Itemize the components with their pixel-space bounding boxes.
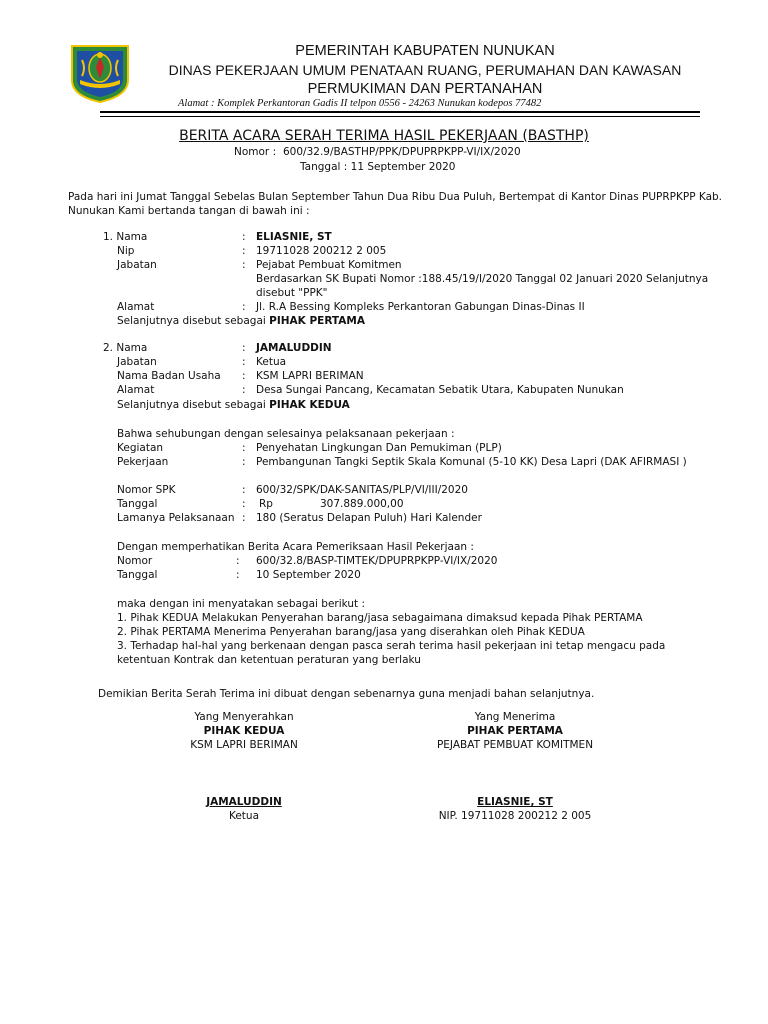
party2-jabatan-label: Jabatan — [117, 356, 157, 368]
header-address: Alamat : Komplek Perkantoran Gadis II telpon 0556 - 24263 Nunukan kodepos 77482 — [178, 98, 542, 109]
party1-designation-text: Selanjutnya disebut sebagai — [117, 315, 266, 327]
colon: : — [242, 259, 246, 271]
periksa-nomor-label: Nomor — [117, 555, 153, 567]
party1-jabatan: Pejabat Pembuat Komitmen — [256, 259, 402, 271]
work-spk: 600/32/SPK/DAK-SANITAS/PLP/VI/III/2020 — [256, 484, 468, 496]
work-kegiatan-label: Kegiatan — [117, 442, 164, 454]
colon: : — [242, 342, 246, 354]
party1-jabatan-note: Berdasarkan SK Bupati Nomor :188.45/19/I/2020 Tanggal 02 Januari 2020 Selanjutnya — [256, 273, 709, 285]
sig-right-nip: NIP. 19711028 200212 2 005 — [438, 810, 592, 822]
work-kegiatan: Penyehatan Lingkungan Dan Pemukiman (PLP) — [256, 442, 502, 454]
work-pekerjaan: Pembangunan Tangki Septik Skala Komunal (5-10 KK) Desa Lapri (DAK AFIRMASI ) — [256, 456, 687, 468]
party2-alamat: Desa Sungai Pancang, Kecamatan Sebatik Utara, Kabupaten Nunukan — [256, 384, 624, 396]
colon: : — [242, 356, 246, 368]
statement-item: 3. Terhadap hal-hal yang berkenaan dengan pasca serah terima hasil pekerjaan ini tetap mengacu pada — [117, 640, 666, 652]
periksa-tanggal: 10 September 2020 — [256, 569, 361, 581]
colon: : — [242, 456, 246, 468]
periksa-tanggal-label: Tanggal — [117, 569, 158, 581]
colon: : — [242, 370, 246, 382]
party2-badan-label: Nama Badan Usaha — [117, 370, 221, 382]
party2-designation-pihak: PIHAK KEDUA — [269, 399, 350, 411]
sig-left-role: Yang Menyerahkan — [194, 711, 294, 723]
colon: : — [236, 555, 240, 567]
sig-right-name: ELIASNIE, ST — [477, 796, 553, 808]
sig-left-pihak: PIHAK KEDUA — [203, 725, 285, 737]
sig-right-role: Yang Menerima — [474, 711, 556, 723]
colon: : — [242, 484, 246, 496]
periksa-intro: Dengan memperhatikan Berita Acara Pemeriksaan Hasil Pekerjaan : — [117, 541, 474, 553]
sig-right-pihak: PIHAK PERTAMA — [467, 725, 563, 737]
colon: : — [242, 512, 246, 524]
work-intro: Bahwa sehubungan dengan selesainya pelaksanaan pekerjaan : — [117, 428, 455, 440]
party1-designation — [117, 315, 365, 327]
party2-alamat-label: Alamat — [117, 384, 155, 396]
colon: : — [242, 384, 246, 396]
intro-line-2: Nunukan Kami bertanda tangan di bawah ini : — [68, 205, 310, 217]
party2-designation-text: Selanjutnya disebut sebagai — [117, 399, 266, 411]
party1-nama-label: 1. Nama — [103, 231, 148, 243]
header-rule-thick — [100, 111, 700, 113]
document-title: BERITA ACARA SERAH TERIMA HASIL PEKERJAAN (BASTHP) — [179, 128, 589, 144]
statement-item: 1. Pihak KEDUA Melakukan Penyerahan barang/jasa sebagaimana dimaksud kepada Pihak PERTAMA — [117, 612, 643, 624]
header-government: PEMERINTAH KABUPATEN NUNUKAN — [295, 43, 555, 59]
sig-right-org: PEJABAT PEMBUAT KOMITMEN — [436, 739, 594, 751]
work-rp: Rp — [259, 498, 273, 510]
party2-nama: JAMALUDDIN — [256, 342, 332, 354]
header-department-cont: PERMUKIMAN DAN PERTANAHAN — [307, 81, 543, 97]
header-rule-thin — [100, 116, 700, 117]
colon: : — [242, 245, 246, 257]
party1-nama: ELIASNIE, ST — [256, 231, 332, 243]
colon: : — [242, 442, 246, 454]
party2-badan: KSM LAPRI BERIMAN — [256, 370, 364, 382]
party1-nip: 19711028 200212 2 005 — [256, 245, 387, 257]
party1-jabatan-label: Jabatan — [117, 259, 157, 271]
document-date: Tanggal : 11 September 2020 — [300, 161, 456, 173]
work-tanggal-label: Tanggal — [117, 498, 158, 510]
intro-line-1: Pada hari ini Jumat Tanggal Sebelas Bulan September Tahun Dua Ribu Dua Puluh, Bertempat di Kantor Dinas PUPRPKPP Kab. — [68, 191, 723, 203]
colon: : — [236, 569, 240, 581]
closing-statement: Demikian Berita Serah Terima ini dibuat dengan sebenarnya guna menjadi bahan selanjutnya. — [98, 688, 595, 700]
statements-intro: maka dengan ini menyatakan sebagai berikut : — [117, 598, 366, 610]
colon: : — [242, 231, 246, 243]
statement-item-cont: ketentuan Kontrak dan ketentuan peraturan yang berlaku — [117, 654, 421, 666]
nomor-label: Nomor : — [234, 146, 277, 158]
party2-nama-label: 2. Nama — [103, 342, 148, 354]
party1-designation-pihak: PIHAK PERTAMA — [269, 315, 365, 327]
colon: : — [242, 498, 246, 510]
party1-alamat: Jl. R.A Bessing Kompleks Perkantoran Gabungan Dinas-Dinas II — [256, 301, 585, 313]
statement-item: 2. Pihak PERTAMA Menerima Penyerahan barang/jasa yang diserahkan oleh Pihak KEDUA — [117, 626, 585, 638]
nomor-value: 600/32.9/BASTHP/PPK/DPUPRPKPP-VI/IX/2020 — [283, 146, 521, 158]
work-lama: 180 (Seratus Delapan Puluh) Hari Kalender — [256, 512, 482, 524]
party1-alamat-label: Alamat — [117, 301, 155, 313]
header-department: DINAS PEKERJAAN UMUM PENATAAN RUANG, PERUMAHAN DAN KAWASAN — [168, 62, 682, 78]
colon: : — [242, 301, 246, 313]
work-spk-label: Nomor SPK — [117, 484, 176, 496]
sig-left-title: Ketua — [228, 810, 260, 822]
party2-designation — [117, 399, 350, 411]
periksa-nomor: 600/32.8/BASP-TIMTEK/DPUPRPKPP-VI/IX/2020 — [256, 555, 498, 567]
party1-jabatan-note-cont: disebut "PPK" — [256, 287, 328, 299]
party2-jabatan: Ketua — [256, 356, 287, 368]
work-pekerjaan-label: Pekerjaan — [117, 456, 169, 468]
work-lama-label: Lamanya Pelaksanaan — [117, 512, 235, 524]
party1-nip-label: Nip — [117, 245, 135, 257]
sig-left-name: JAMALUDDIN — [206, 796, 282, 808]
work-nilai: 307.889.000,00 — [320, 498, 404, 510]
sig-left-org: KSM LAPRI BERIMAN — [190, 739, 298, 751]
